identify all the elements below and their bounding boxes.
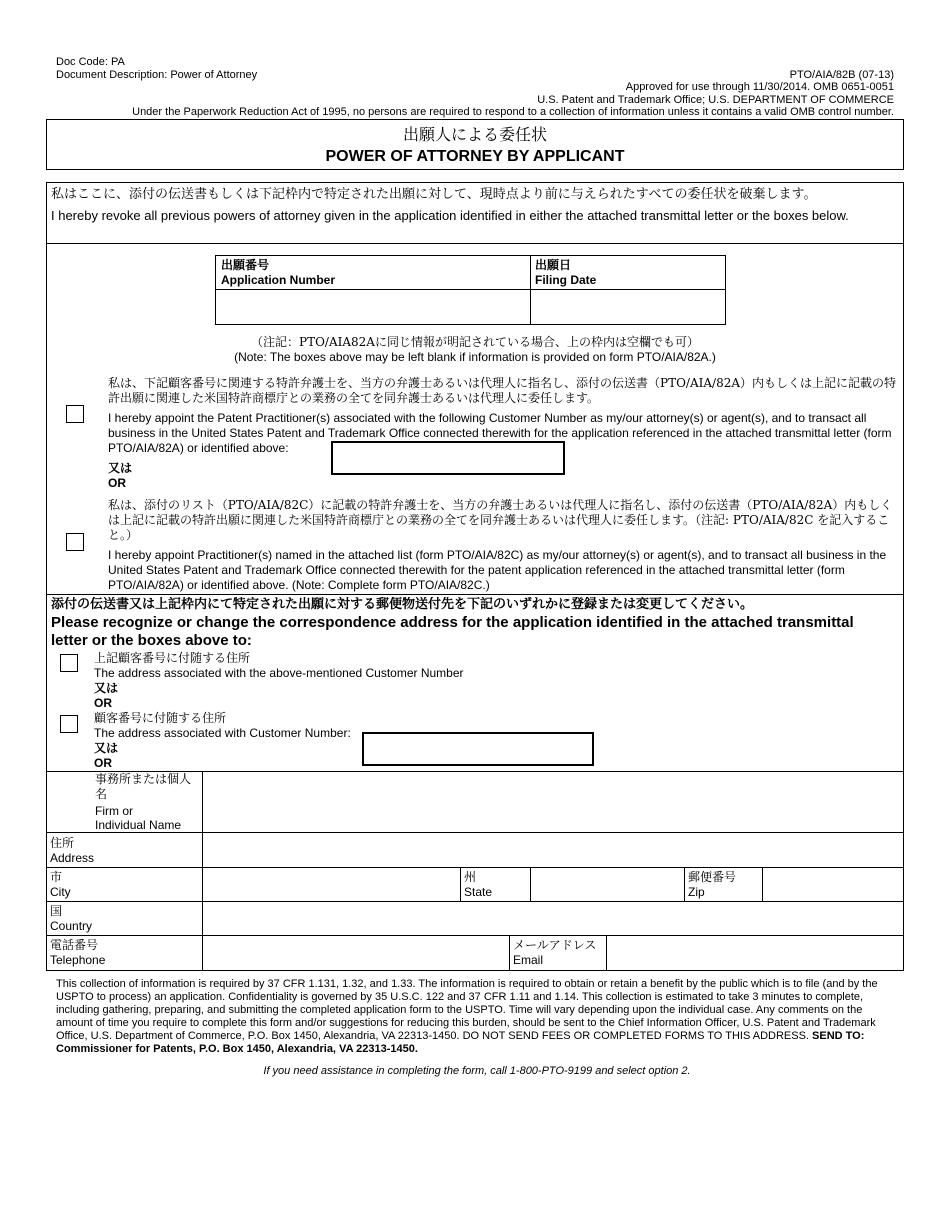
divider — [509, 935, 510, 971]
filing-date-label-jp: 出願日 — [535, 258, 572, 272]
address-input[interactable] — [204, 834, 902, 866]
country-label-en: Country — [50, 919, 93, 933]
appoint-list-checkbox[interactable] — [66, 533, 84, 551]
address-option2-jp: 顧客番号に付随する住所 — [94, 711, 227, 725]
address-option1-jp: 上記顧客番号に付随する住所 — [94, 651, 251, 665]
telephone-label-jp: 電話番号 — [50, 938, 99, 952]
divider — [46, 901, 904, 902]
assistance-note: If you need assistance in completing the form, call 1-800-PTO-9199 and select option 2. — [263, 1065, 691, 1077]
appoint-customer-text-jp: 私は、下記顧客番号に関連する特許弁護士を、当方の弁護士あるいは代理人に指名し、添付の伝送書（PTO/AIA/82A）内もしくは上記に記載の特許出願に関連した米国特許商標庁との業務の全てを同弁護士あるいは代理人に委任します。 — [108, 376, 897, 405]
divider — [215, 289, 726, 290]
zip-label-jp: 郵便番号 — [688, 870, 737, 884]
doc-description: Document Description: Power of Attorney — [56, 69, 258, 81]
divider — [46, 243, 904, 244]
address-option2-en: The address associated with Customer Number: — [94, 726, 351, 740]
note-jp: （注記：PTO/AIA82Aに同じ情報が明記されている場合、上の枠内は空欄でも可） — [251, 335, 699, 349]
or-label-en: OR — [94, 756, 112, 770]
correspondence-customer-number-input[interactable] — [362, 732, 594, 766]
firm-label-en-2: Individual Name — [95, 818, 182, 832]
divider — [46, 867, 904, 868]
burden-text: This collection of information is required by 37 CFR 1.131, 1.32, and 1.33. The information is required to obtain or retain a benefit by the public which is to file (and by the USPTO to process) an application. Confidentiality is governed by 35 U.S.C. 122 and 37 CFR 1.11 and 1.14. This collection is estimated to take 3 minutes to complete, including gathering, preparing, and submitting the completed application form to the USPTO. Time will vary depending upon the individual case. Any comments on the amount of time you require to complete this form and/or suggestions for reducing this burden, should be sent to the Chief Information Officer, U.S. Patent and Trademark Office, U.S. Department of Commerce, P.O. Box 1450, Alexandria, VA 22313-1450. DO NOT SEND FEES OR COMPLETED FORMS TO THIS ADDRESS. — [56, 978, 878, 1042]
state-input[interactable] — [532, 869, 683, 900]
paperwork-notice: Under the Paperwork Reduction Act of 1995, no persons are required to respond to a collection of information unless it contains a valid OMB control number. — [132, 106, 894, 118]
divider — [46, 935, 904, 936]
city-label-jp: 市 — [50, 870, 63, 884]
divider — [46, 594, 904, 595]
email-label-en: Email — [513, 953, 544, 967]
divider — [460, 867, 461, 901]
form-number: PTO/AIA/82B (07-13) — [789, 69, 894, 81]
title-jp: 出願人による委任状 — [402, 125, 547, 144]
approval-notice: Approved for use through 11/30/2014. OMB 0651-0051 — [625, 81, 894, 93]
application-number-input[interactable] — [217, 291, 529, 323]
divider — [762, 867, 763, 901]
address-option1-en: The address associated with the above-mentioned Customer Number — [94, 666, 464, 680]
city-label-en: City — [50, 885, 71, 899]
correspondence-heading-en: Please recognize or change the correspondence address for the application identified in the attached transmittal letter or the boxes above to: — [51, 614, 854, 649]
state-label-en: State — [464, 885, 493, 899]
or-label-jp: 又は — [108, 461, 133, 475]
office-name: U.S. Patent and Trademark Office; U.S. DEPARTMENT OF COMMERCE — [537, 94, 894, 106]
send-to-address: SEND TO: Commissioner for Patents, P.O. Box 1450, Alexandria, VA 22313-1450. — [56, 1030, 865, 1055]
zip-input[interactable] — [764, 869, 902, 900]
email-label-jp: メールアドレス — [513, 938, 597, 952]
address-option2-checkbox[interactable] — [60, 715, 78, 733]
or-label-jp: 又は — [94, 741, 119, 755]
appoint-list-text-jp: 私は、添付のリスト（PTO/AIA/82C）に記載の特許弁護士を、当方の弁護士あるいは代理人に指名し、添付の伝送書（PTO/AIA/82A）内もしくは上記に記載の特許出願に関連した米国特許商標庁との業務の全てを同弁護士あるいは代理人に委任します。（注記: PTO/AIA/82C を記入すること。） — [108, 498, 893, 542]
burden-statement — [56, 978, 898, 1056]
doc-code: Doc Code: PA — [56, 56, 125, 68]
email-input[interactable] — [608, 937, 902, 970]
appoint-customer-number-checkbox[interactable] — [66, 405, 84, 423]
revoke-text-en: I hereby revoke all previous powers of attorney given in the application identified in either the attached transmittal letter or the boxes below. — [51, 208, 849, 223]
address-label-jp: 住所 — [50, 836, 75, 850]
app-number-label-en: Application Number — [221, 273, 336, 287]
divider — [530, 867, 531, 901]
state-label-jp: 州 — [464, 870, 477, 884]
filing-date-input[interactable] — [532, 291, 724, 323]
address-label-en: Address — [50, 851, 95, 865]
firm-label-jp: 事務所または個人名 — [95, 772, 192, 801]
or-label-en: OR — [94, 696, 112, 710]
city-input[interactable] — [204, 869, 459, 900]
divider — [530, 255, 531, 325]
telephone-label-en: Telephone — [50, 953, 106, 967]
divider — [684, 867, 685, 901]
correspondence-heading-jp: 添付の伝送書又は上記枠内にて特定された出願に対する郵便物送付先を下記のいずれかに登録または変更してください。 — [51, 597, 754, 612]
firm-name-input[interactable] — [204, 773, 902, 831]
telephone-input[interactable] — [204, 937, 508, 970]
customer-number-input[interactable] — [331, 441, 565, 475]
country-label-jp: 国 — [50, 904, 63, 918]
country-input[interactable] — [204, 903, 902, 934]
divider — [606, 935, 607, 971]
title-box — [46, 119, 904, 170]
or-label-en: OR — [108, 476, 126, 490]
appoint-list-text-en: I hereby appoint Practitioner(s) named in the attached list (form PTO/AIA/82C) as my/our attorney(s) or agent(s), and to transact all business in the United States Patent and Trademark Office connected therewith for the patent application referenced in the attached transmittal letter (form PTO/AIA/82A) or identified above. (Note: Complete form PTO/AIA/82C.) — [108, 548, 887, 592]
zip-label-en: Zip — [688, 885, 705, 899]
revoke-text-jp: 私はここに、添付の伝送書もしくは下記枠内で特定された出願に対して、現時点より前に与えられたすべての委任状を破棄します。 — [51, 187, 817, 202]
firm-label-en-1: Firm or — [95, 804, 133, 818]
divider — [202, 771, 203, 971]
appoint-customer-text-en: I hereby appoint the Patent Practitioner(s) associated with the following Customer Number as my/our attorney(s) or agent(s), and to transact all business in the United States Patent and Trademark Office connected therewith for the application referenced in the attached transmittal letter (form PTO/AIA/82A) or identified above: — [108, 411, 892, 455]
title-en: POWER OF ATTORNEY BY APPLICANT — [325, 148, 625, 165]
app-number-label-jp: 出願番号 — [221, 258, 270, 272]
note-en: (Note: The boxes above may be left blank if information is provided on form PTO/AIA/82A.) — [234, 350, 716, 364]
or-label-jp: 又は — [94, 681, 119, 695]
address-option1-checkbox[interactable] — [60, 654, 78, 672]
filing-date-label-en: Filing Date — [535, 273, 597, 287]
